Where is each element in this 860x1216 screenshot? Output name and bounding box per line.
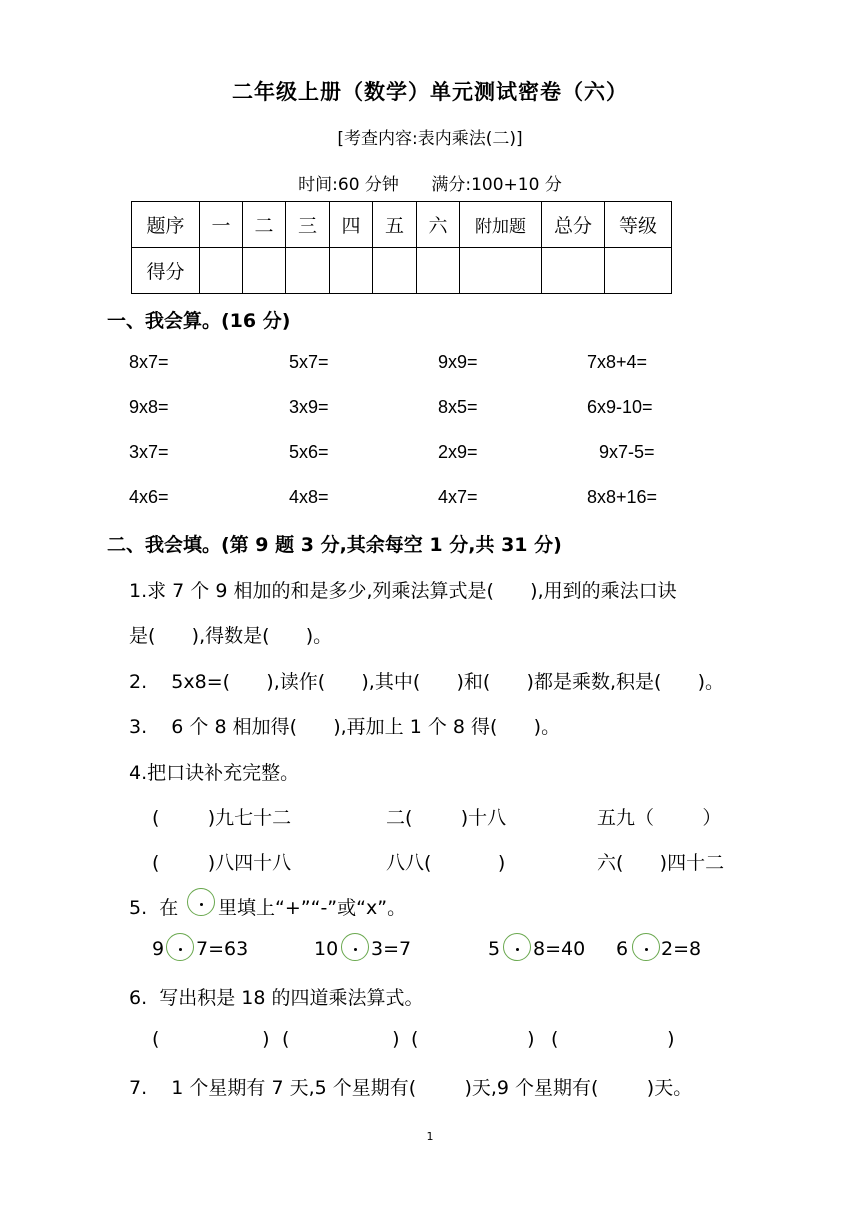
dot-icon: [645, 948, 648, 951]
answer-blank[interactable]: ( ): [411, 1028, 535, 1050]
calc-item: 5x7=: [289, 352, 329, 372]
score-cell[interactable]: [243, 248, 286, 294]
header-cell: 三: [286, 202, 330, 248]
page-number: 1: [426, 1130, 434, 1143]
score-cell[interactable]: [286, 248, 330, 294]
op-right: 8=40: [533, 938, 586, 960]
dot-icon: [516, 948, 519, 951]
rhyme-item: 六( )四十二: [597, 852, 725, 874]
question-1-line-1: 1.求 7 个 9 相加的和是多少,列乘法算式是( ),用到的乘法口诀: [129, 580, 677, 602]
header-cell: 四: [330, 202, 373, 248]
op-left: 5: [488, 938, 501, 960]
score-cell[interactable]: [200, 248, 243, 294]
dot-icon: [179, 948, 182, 951]
question-6: 6. 写出积是 18 的四道乘法算式。: [129, 987, 424, 1009]
header-cell: 一: [200, 202, 243, 248]
rhyme-item: ( )九七十二: [152, 807, 292, 829]
header-cell: 六: [417, 202, 460, 248]
calc-item: 7x8+4=: [587, 352, 648, 372]
time-and-score-line: [0, 170, 860, 195]
op-right: 7=63: [196, 938, 249, 960]
header-cell: 题序: [132, 202, 200, 248]
question-5-prefix: 5. 在: [129, 897, 179, 919]
answer-blank[interactable]: ( ): [551, 1028, 675, 1050]
rhyme-item: ( )八四十八: [152, 852, 292, 874]
op-left: 9: [152, 938, 165, 960]
question-4: 4.把口诀补充完整。: [129, 762, 300, 784]
calc-item: 4x6=: [129, 487, 169, 507]
question-7: 7. 1 个星期有 7 天,5 个星期有( )天,9 个星期有( )天。: [129, 1077, 693, 1099]
answer-blank[interactable]: ( ): [152, 1028, 270, 1050]
calc-item: 9x9=: [438, 352, 478, 372]
score-cell[interactable]: [417, 248, 460, 294]
op-left: 6: [616, 938, 629, 960]
question-1-line-2: 是( ),得数是( )。: [129, 625, 333, 647]
header-cell: 等级: [605, 202, 672, 248]
calc-item: 3x9=: [289, 397, 329, 417]
score-cell[interactable]: [330, 248, 373, 294]
rhyme-item: 八八( ): [386, 852, 506, 874]
rhyme-item: 五九（ ）: [597, 807, 722, 829]
score-cell[interactable]: [373, 248, 417, 294]
answer-circle[interactable]: [341, 933, 369, 961]
calc-item: 2x9=: [438, 442, 478, 462]
header-cell: 二: [243, 202, 286, 248]
dot-icon: [354, 948, 357, 951]
calc-item: 3x7=: [129, 442, 169, 462]
calc-item: 5x6=: [289, 442, 329, 462]
calc-item: 8x5=: [438, 397, 478, 417]
question-5-suffix: 里填上“+”“-”或“x”。: [218, 897, 407, 919]
score-cell[interactable]: [460, 248, 542, 294]
calc-item: 6x9-10=: [587, 397, 653, 417]
op-right: 2=8: [661, 938, 702, 960]
header-cell: 附加题: [460, 202, 542, 248]
answer-circle[interactable]: [166, 933, 194, 961]
question-3: 3. 6 个 8 相加得( ),再加上 1 个 8 得( )。: [129, 716, 561, 738]
score-table-header-row: [132, 202, 672, 248]
section-1-title: 一、我会算。(16 分): [107, 310, 291, 332]
calc-item: 9x8=: [129, 397, 169, 417]
calc-item: 8x8+16=: [587, 487, 658, 507]
calc-item: 9x7-5=: [599, 442, 655, 462]
full-score: 满分:100+10 分: [431, 175, 562, 195]
score-cell[interactable]: [605, 248, 672, 294]
answer-circle[interactable]: [632, 933, 660, 961]
page-title: 二年级上册（数学）单元测试密卷（六）: [232, 80, 628, 104]
op-right: 3=7: [371, 938, 412, 960]
score-cell[interactable]: [542, 248, 605, 294]
header-cell: 五: [373, 202, 417, 248]
question-2: 2. 5x8=( ),读作( ),其中( )和( )都是乘数,积是( )。: [129, 671, 725, 693]
score-table: [131, 201, 672, 294]
row-label: 得分: [132, 248, 200, 294]
calc-item: 8x7=: [129, 352, 169, 372]
time-limit: 时间:60 分钟: [298, 175, 399, 195]
answer-blank[interactable]: ( ): [282, 1028, 400, 1050]
calc-item: 4x7=: [438, 487, 478, 507]
answer-circle[interactable]: [187, 888, 215, 916]
answer-circle[interactable]: [503, 933, 531, 961]
calc-item: 4x8=: [289, 487, 329, 507]
rhyme-item: 二( )十八: [386, 807, 507, 829]
op-left: 10: [314, 938, 339, 960]
score-table-score-row: [132, 248, 672, 294]
section-2-title: 二、我会填。(第 9 题 3 分,其余每空 1 分,共 31 分): [107, 534, 562, 556]
dot-icon: [200, 903, 203, 906]
test-scope: [考查内容:表内乘法(二)]: [337, 129, 523, 149]
header-cell: 总分: [542, 202, 605, 248]
